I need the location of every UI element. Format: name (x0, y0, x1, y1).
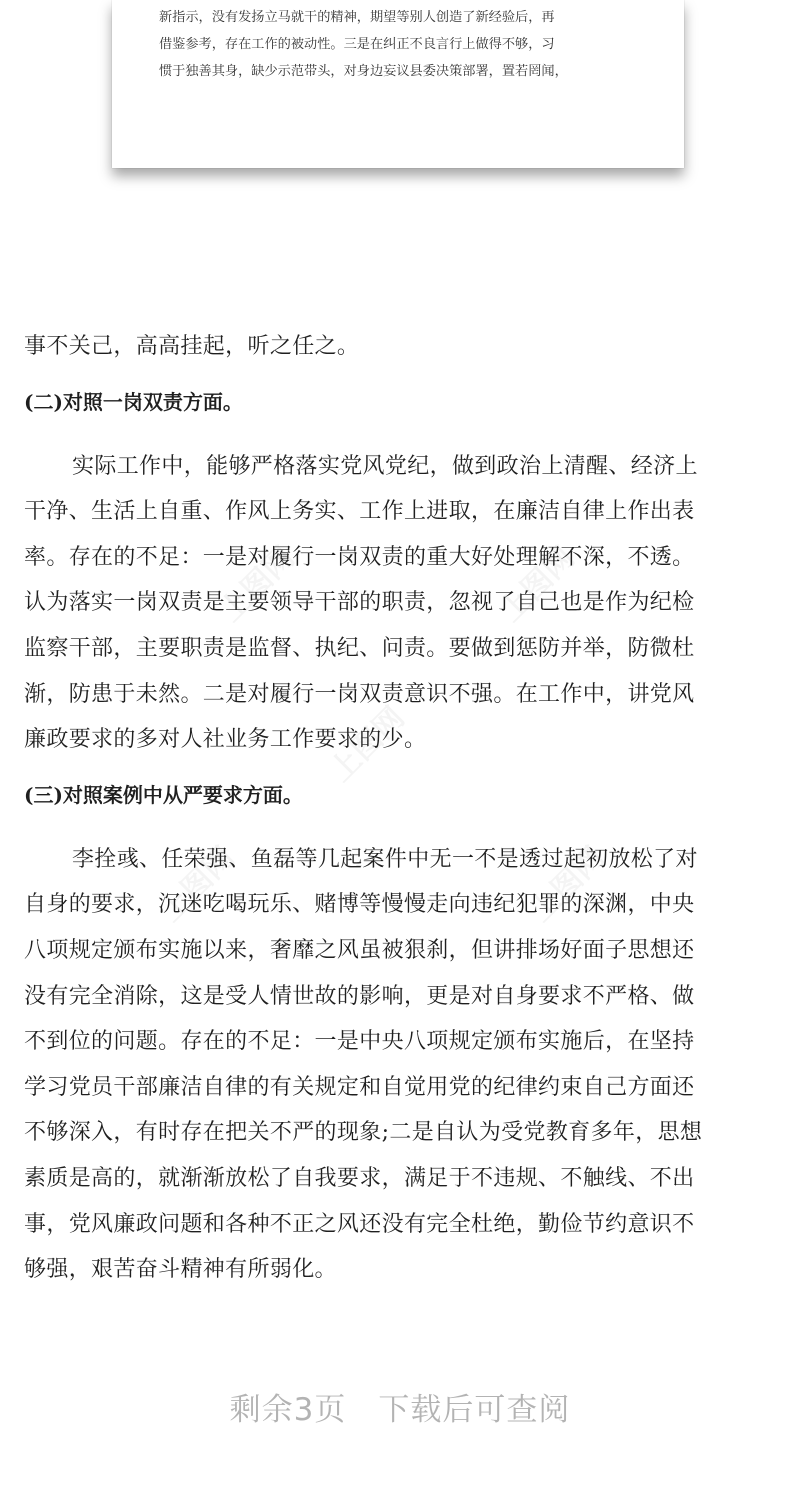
preview-line: 新指示，没有发扬立马就干的精神，期望等别人创造了新经验后，再 (159, 10, 555, 25)
paragraph-line: 不到位的问题。存在的不足：一是中央八项规定颁布实施后，在坚持 (24, 1029, 695, 1055)
paragraph-line: 八项规定颁布实施以来，奢靡之风虽被狠刹，但讲排场好面子思想还 (24, 937, 695, 963)
section2-paragraph (24, 444, 776, 763)
paragraph-line: 廉政要求的多对人社业务工作要求的少。 (24, 727, 427, 753)
document-body (24, 324, 776, 1293)
paragraph-line: 监察干部，主要职责是监督、执纪、问责。要做到惩防并举，防微杜 (24, 635, 695, 661)
paragraph-line: 认为落实一岗双责是主要领导干部的职责，忽视了自己也是作为纪检 (24, 590, 695, 616)
section3-paragraph (24, 837, 776, 1293)
continuation-line: 事不关己，高高挂起，听之任之。 (24, 334, 360, 359)
paragraph-line: 率。存在的不足：一是对履行一岗双责的重大好处理解不深，不透。 (24, 544, 695, 570)
paragraph-line: 素质是高的，就渐渐放松了自我要求，满足于不违规、不触线、不出 (24, 1165, 695, 1191)
remaining-pages-notice[interactable]: 剩余3页 下载后可查阅 (229, 1392, 571, 1428)
paragraph-line: 不够深入，有时存在把关不严的现象;二是自认为受党教育多年，思想 (24, 1120, 703, 1146)
paragraph-line: 实际工作中，能够严格落实党风党纪，做到政治上清醒、经济上 (72, 453, 698, 479)
preview-line: 借鉴参考，存在工作的被动性。三是在纠正不良言行上做得不够，习 (159, 37, 555, 52)
section2-heading: (二)对照一岗双责方面。 (24, 389, 243, 414)
preview-text-block (159, 4, 649, 85)
section3-heading: (三)对照案例中从严要求方面。 (24, 782, 303, 807)
document-preview-page (112, 0, 684, 168)
paragraph-line: 李拴彧、任荣强、鱼磊等几起案件中无一不是透过起初放松了对 (72, 846, 698, 872)
paragraph-line: 够强，艰苦奋斗精神有所弱化。 (24, 1257, 337, 1283)
paragraph-line: 干净、生活上自重、作风上务实、工作上进取，在廉洁自律上作出表 (24, 499, 695, 525)
paragraph-line: 自身的要求，沉迷吃喝玩乐、赌博等慢慢走向违纪犯罪的深渊，中央 (24, 892, 695, 918)
preview-line: 惯于独善其身，缺少示范带头，对身边妄议县委决策部署，置若罔闻， (159, 64, 568, 79)
paragraph-line: 没有完全消除，这是受人情世故的影响，更是对自身要求不严格、做 (24, 983, 695, 1009)
paragraph-line: 渐，防患于未然。二是对履行一岗双责意识不强。在工作中，讲党风 (24, 681, 695, 707)
paragraph-line: 事，党风廉政问题和各种不正之风还没有完全杜绝，勤俭节约意识不 (24, 1211, 695, 1237)
paragraph-line: 学习党员干部廉洁自律的有关规定和自觉用党的纪律约束自己方面还 (24, 1074, 695, 1100)
